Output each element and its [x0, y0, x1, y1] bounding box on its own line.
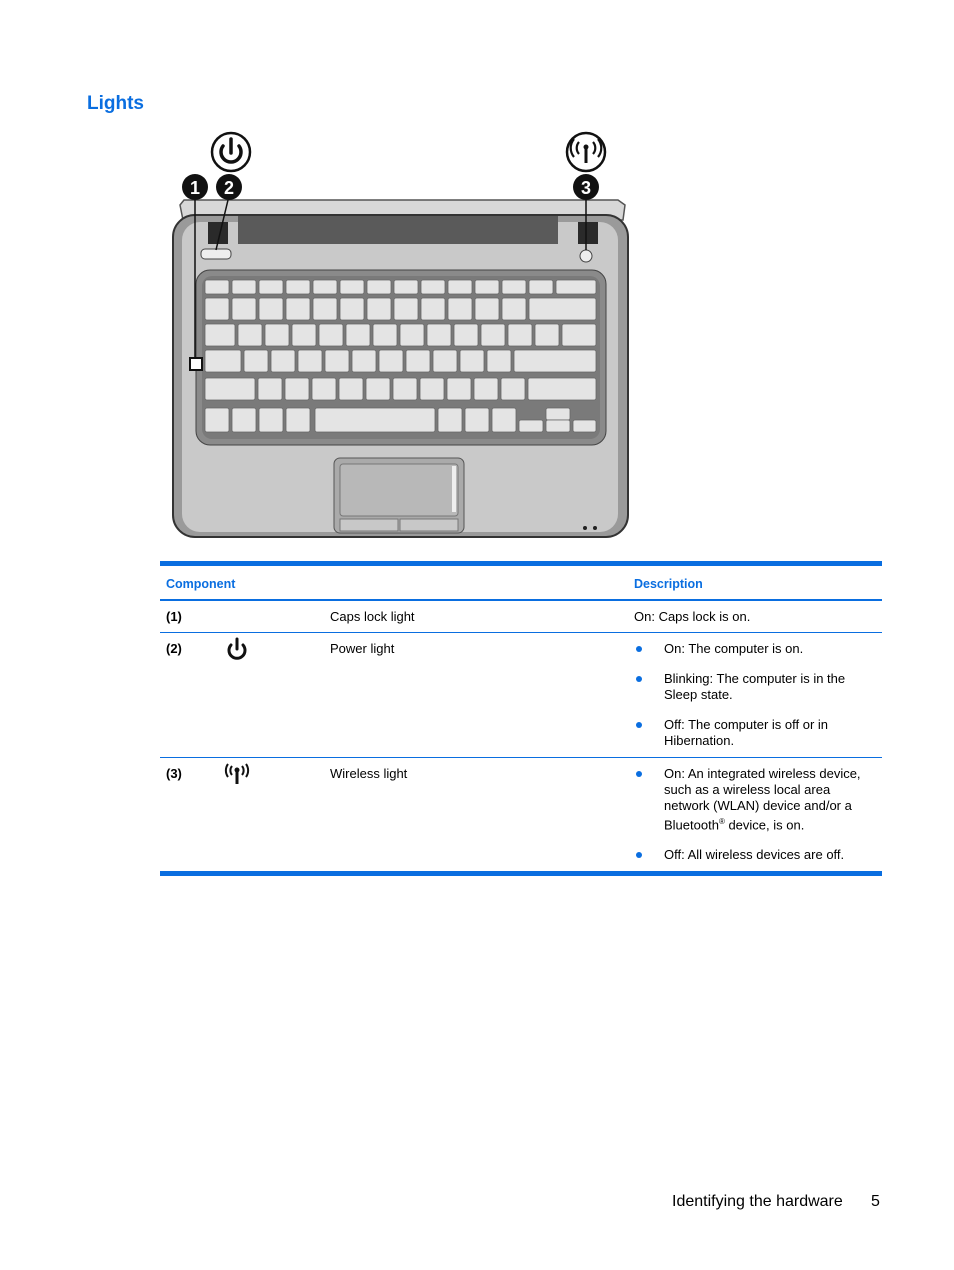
- lights-table: [160, 561, 882, 876]
- row-number: (3): [166, 766, 182, 781]
- list-item: Off: All wireless devices are off.: [634, 847, 876, 863]
- table-row: [160, 600, 882, 633]
- table-header-row: [160, 564, 882, 601]
- callout-2: [216, 174, 242, 200]
- row-icon-cell: [216, 600, 324, 633]
- row-description: [628, 633, 882, 758]
- list-item: Blinking: The computer is in the Sleep state.: [634, 671, 876, 703]
- svg-text:3: 3: [580, 178, 592, 198]
- list-item: Off: The computer is off or in Hibernation.: [634, 717, 876, 749]
- section-heading: Lights: [87, 93, 144, 114]
- laptop-figure: [168, 130, 633, 540]
- page-number: 5: [871, 1193, 880, 1210]
- callout-1: [182, 174, 208, 200]
- table-row: [160, 758, 882, 874]
- svg-text:1: 1: [189, 178, 201, 198]
- row-component: Power light: [330, 641, 395, 656]
- svg-text:2: 2: [223, 178, 235, 198]
- wireless-icon: [567, 133, 605, 171]
- row-number: (2): [166, 641, 182, 656]
- row-component: Wireless light: [330, 766, 408, 781]
- callout-3: [573, 174, 599, 200]
- power-icon: [212, 133, 250, 171]
- list-item: On: An integrated wireless device, such as a wireless local area network (WLAN) device and/or a Bluetooth® device, is on.: [634, 766, 876, 833]
- row-description: On: Caps lock is on.: [634, 609, 751, 624]
- footer-chapter-title: Identifying the hardware: [672, 1193, 843, 1210]
- header-component: Component: [166, 577, 236, 591]
- row-number: (1): [166, 609, 182, 624]
- header-description: Description: [634, 577, 703, 591]
- row-description: [628, 758, 882, 874]
- row-icon-cell: [216, 758, 324, 874]
- row-component: Caps lock light: [330, 609, 415, 624]
- power-icon: [222, 637, 252, 661]
- row-icon-cell: [216, 633, 324, 758]
- list-item: On: The computer is on.: [634, 641, 876, 657]
- table-row: [160, 633, 882, 758]
- wireless-icon: [222, 762, 252, 786]
